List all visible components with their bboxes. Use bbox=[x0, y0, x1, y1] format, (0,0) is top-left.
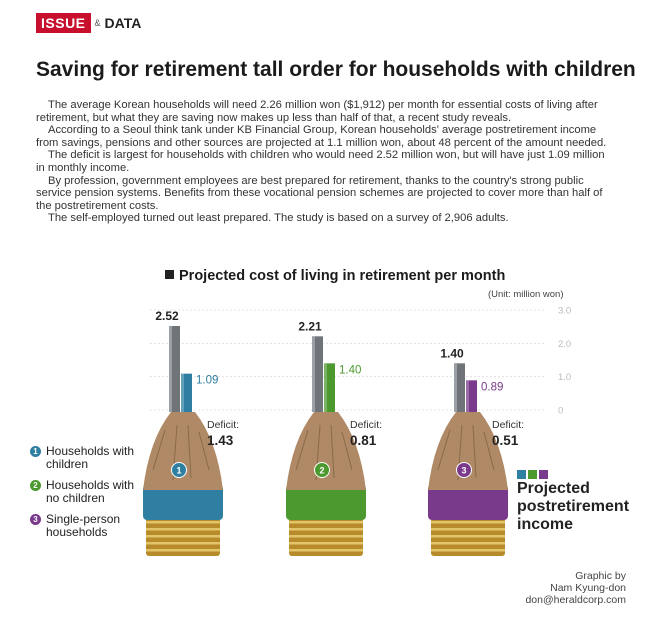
page-title: Saving for retirement tall order for households with children bbox=[36, 58, 636, 81]
swatch-blue bbox=[517, 470, 526, 479]
credit bbox=[525, 570, 626, 606]
chart-title-text: Projected cost of living in retirement per month bbox=[179, 268, 506, 284]
unit-label: (Unit: million won) bbox=[488, 289, 564, 300]
ferrule-ridge bbox=[146, 521, 220, 524]
income-value-label: 0.89 bbox=[481, 381, 504, 394]
pencil-collar bbox=[286, 485, 366, 520]
pencil-number: 2 bbox=[319, 465, 325, 476]
ferrule-ridge bbox=[431, 542, 505, 545]
ferrule-ridge bbox=[146, 535, 220, 538]
paragraph: By profession, government employees are best prepared for retirement, thanks to the country's strong public service pension systems. Benefits from these vocational pension schemes are projected to cover more than half of the postretirement costs. bbox=[36, 174, 603, 212]
cost-value-label: 2.52 bbox=[155, 309, 179, 323]
ferrule-ridge bbox=[289, 521, 363, 524]
y-tick-label: 3.0 bbox=[558, 305, 572, 317]
ferrule-ridge bbox=[431, 521, 505, 524]
paragraph: The deficit is largest for households with children who would need 2.52 million won, but will have just 1.09 million in monthly income. bbox=[36, 149, 605, 174]
ampersand: & bbox=[94, 18, 101, 28]
pencil-number: 1 bbox=[176, 465, 182, 476]
ferrule-ridge bbox=[431, 549, 505, 552]
legend-label: Households with no children bbox=[46, 478, 135, 505]
cost-value-label: 2.21 bbox=[298, 319, 322, 334]
legend-item bbox=[30, 513, 146, 539]
legend-item bbox=[30, 445, 146, 471]
data-label: DATA bbox=[104, 15, 142, 31]
cost-value-label: 1.40 bbox=[440, 346, 464, 361]
income-value-label: 1.40 bbox=[339, 364, 362, 377]
deficit-value: 0.51 bbox=[492, 433, 519, 448]
deficit-label: Deficit: bbox=[492, 419, 525, 431]
credit-line: Graphic by bbox=[575, 570, 626, 582]
number-1-icon: 1 bbox=[30, 446, 41, 457]
y-tick-label: 2.0 bbox=[558, 338, 572, 350]
ferrule-ridge bbox=[289, 535, 363, 538]
legend-label: Households with children bbox=[46, 444, 135, 471]
legend-label: Single-person households bbox=[46, 512, 121, 539]
deficit-value: 0.81 bbox=[350, 433, 377, 448]
pencil-number: 3 bbox=[461, 465, 467, 476]
swatch-purple bbox=[539, 470, 548, 479]
y-tick-label: 1.0 bbox=[558, 372, 572, 384]
issue-badge: ISSUE bbox=[36, 13, 91, 33]
credit-author: Nam Kyung-don bbox=[550, 582, 626, 594]
swatch-green bbox=[528, 470, 537, 479]
income-bar-highlight bbox=[324, 363, 327, 412]
category-legend bbox=[30, 445, 146, 547]
ferrule-ridge bbox=[146, 528, 220, 531]
paragraph: The self-employed turned out least prepared. The study is based on a survey of 2,906 adults. bbox=[48, 212, 509, 225]
number-3-icon: 3 bbox=[30, 514, 41, 525]
ferrule-ridge bbox=[431, 528, 505, 531]
legend-item bbox=[30, 479, 146, 505]
number-2-icon: 2 bbox=[30, 480, 41, 491]
ferrule-ridge bbox=[146, 549, 220, 552]
pencil-collar bbox=[143, 485, 223, 520]
deficit-value: 1.43 bbox=[207, 433, 234, 448]
income-bar-highlight bbox=[466, 380, 469, 412]
ferrule-ridge bbox=[431, 535, 505, 538]
postretirement-label: Projected postretirement income bbox=[517, 480, 630, 533]
credit-email: don@heraldcorp.com bbox=[525, 594, 626, 606]
ferrule-ridge bbox=[289, 549, 363, 552]
ferrule-ridge bbox=[289, 528, 363, 531]
deficit-label: Deficit: bbox=[207, 419, 240, 431]
y-tick-label: 0 bbox=[558, 405, 564, 417]
cost-bar-highlight bbox=[169, 326, 172, 412]
paragraph: The average Korean households will need 2.26 million won ($1,912) per month for essential costs of living after retirement, but what they are saving now makes up less than half of that, a recent study reveals. bbox=[36, 99, 598, 124]
deficit-label: Deficit: bbox=[350, 419, 383, 431]
ferrule-ridge bbox=[289, 542, 363, 545]
cost-bar-highlight bbox=[312, 336, 315, 412]
paragraph: According to a Seoul think tank under KB Financial Group, Korean households' average postretirement income from savings, pensions and other sources are projected at 1.1 million won, about 48 percent of the amount needed. bbox=[36, 124, 607, 149]
ferrule-ridge bbox=[146, 542, 220, 545]
pencil-collar bbox=[428, 485, 508, 520]
income-bar-highlight bbox=[181, 374, 184, 412]
income-value-label: 1.09 bbox=[196, 374, 219, 387]
cost-bar-highlight bbox=[454, 363, 457, 412]
